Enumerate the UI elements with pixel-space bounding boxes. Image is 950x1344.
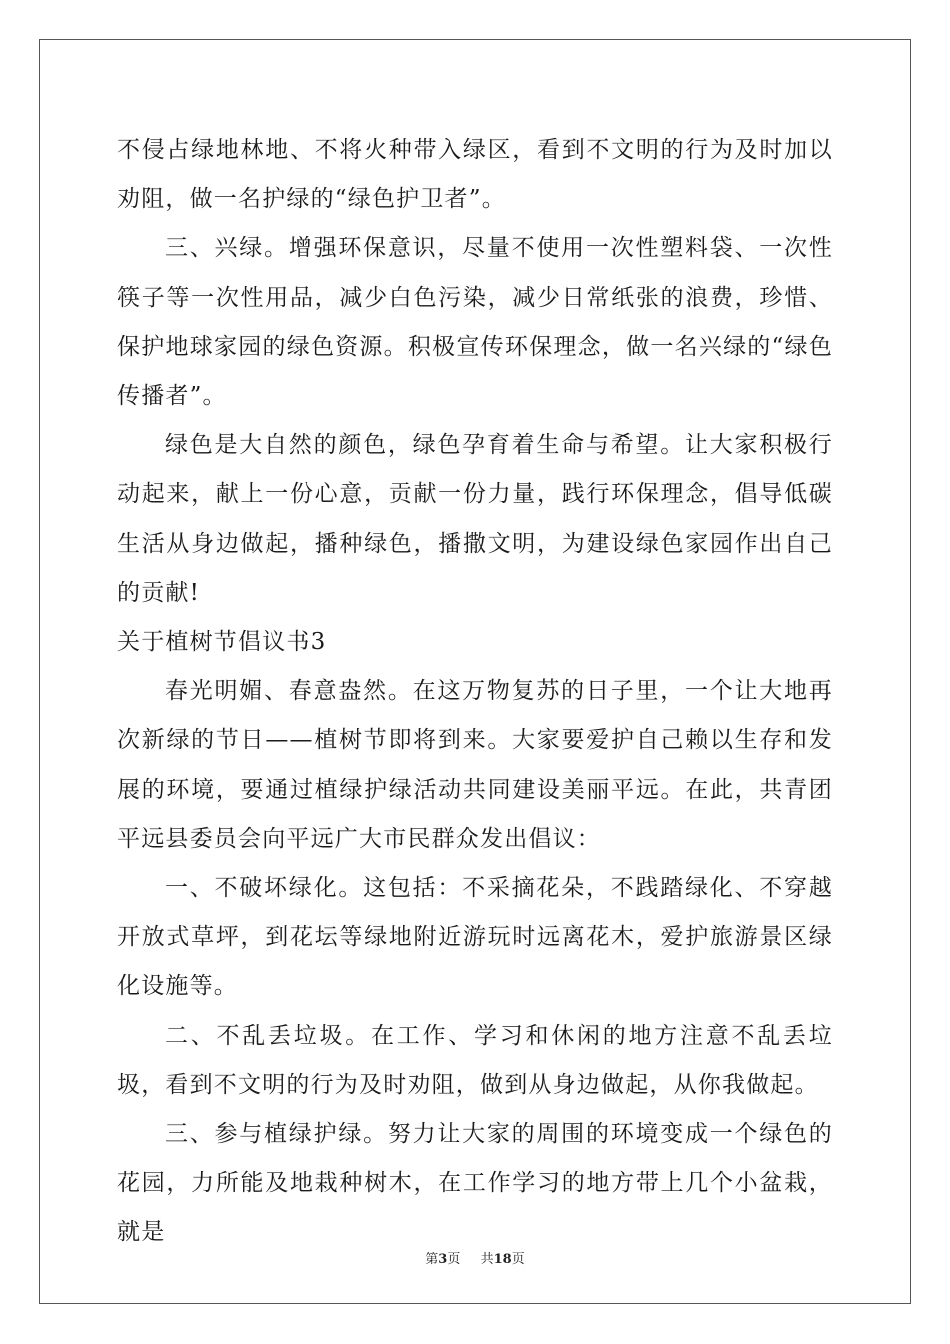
paragraph-7: 三、参与植绿护绿。努力让大家的周围的环境变成一个绿色的花园，力所能及地栽种树木，在工作学习的地方带上几个小盆栽，就是	[117, 1121, 833, 1246]
footer-total-prefix: 共	[480, 1252, 494, 1267]
paragraph-5: 一、不破坏绿化。这包括：不采摘花朵，不践踏绿化、不穿越开放式草坪，到花坛等绿地附近游玩时远离花木，爱护旅游景区绿化设施等。	[117, 875, 833, 1000]
footer-page-total: 18	[493, 1252, 512, 1267]
section-heading: 关于植树节倡议书3	[117, 629, 327, 656]
paragraph-4: 春光明媚、春意盎然。在这万物复苏的日子里，一个让大地再次新绿的节日——植树节即将到来。大家要爱护自己赖以生存和发展的环境，要通过植绿护绿活动共同建设美丽平远。在此，共青团平远县委员会向平远广大市民群众发出倡议：	[117, 678, 833, 852]
paragraph-2: 三、兴绿。增强环保意识，尽量不使用一次性塑料袋、一次性筷子等一次性用品，减少白色污染，减少日常纸张的浪费，珍惜、保护地球家园的绿色资源。积极宣传环保理念，做一名兴绿的“绿色传播者”。	[117, 235, 833, 410]
page-footer	[0, 1248, 950, 1267]
paragraph-6: 二、不乱丢垃圾。在工作、学习和休闲的地方注意不乱丢垃圾，看到不文明的行为及时劝阻，做到从身边做起，从你我做起。	[117, 1022, 833, 1098]
paragraph-3: 绿色是大自然的颜色，绿色孕育着生命与希望。让大家积极行动起来，献上一份心意，贡献一份力量，践行环保理念，倡导低碳生活从身边做起，播种绿色，播撒文明，为建设绿色家园作出自己的贡献!	[117, 432, 833, 606]
document-body	[117, 126, 833, 1258]
footer-total-unit: 页	[511, 1252, 525, 1267]
paragraph-1: 不侵占绿地林地、不将火种带入绿区，看到不文明的行为及时加以劝阻，做一名护绿的“绿色护卫者”。	[117, 137, 833, 213]
footer-page-prefix: 第	[425, 1252, 439, 1267]
footer-page-unit: 页	[447, 1252, 461, 1267]
footer-page-current: 3	[438, 1252, 448, 1267]
